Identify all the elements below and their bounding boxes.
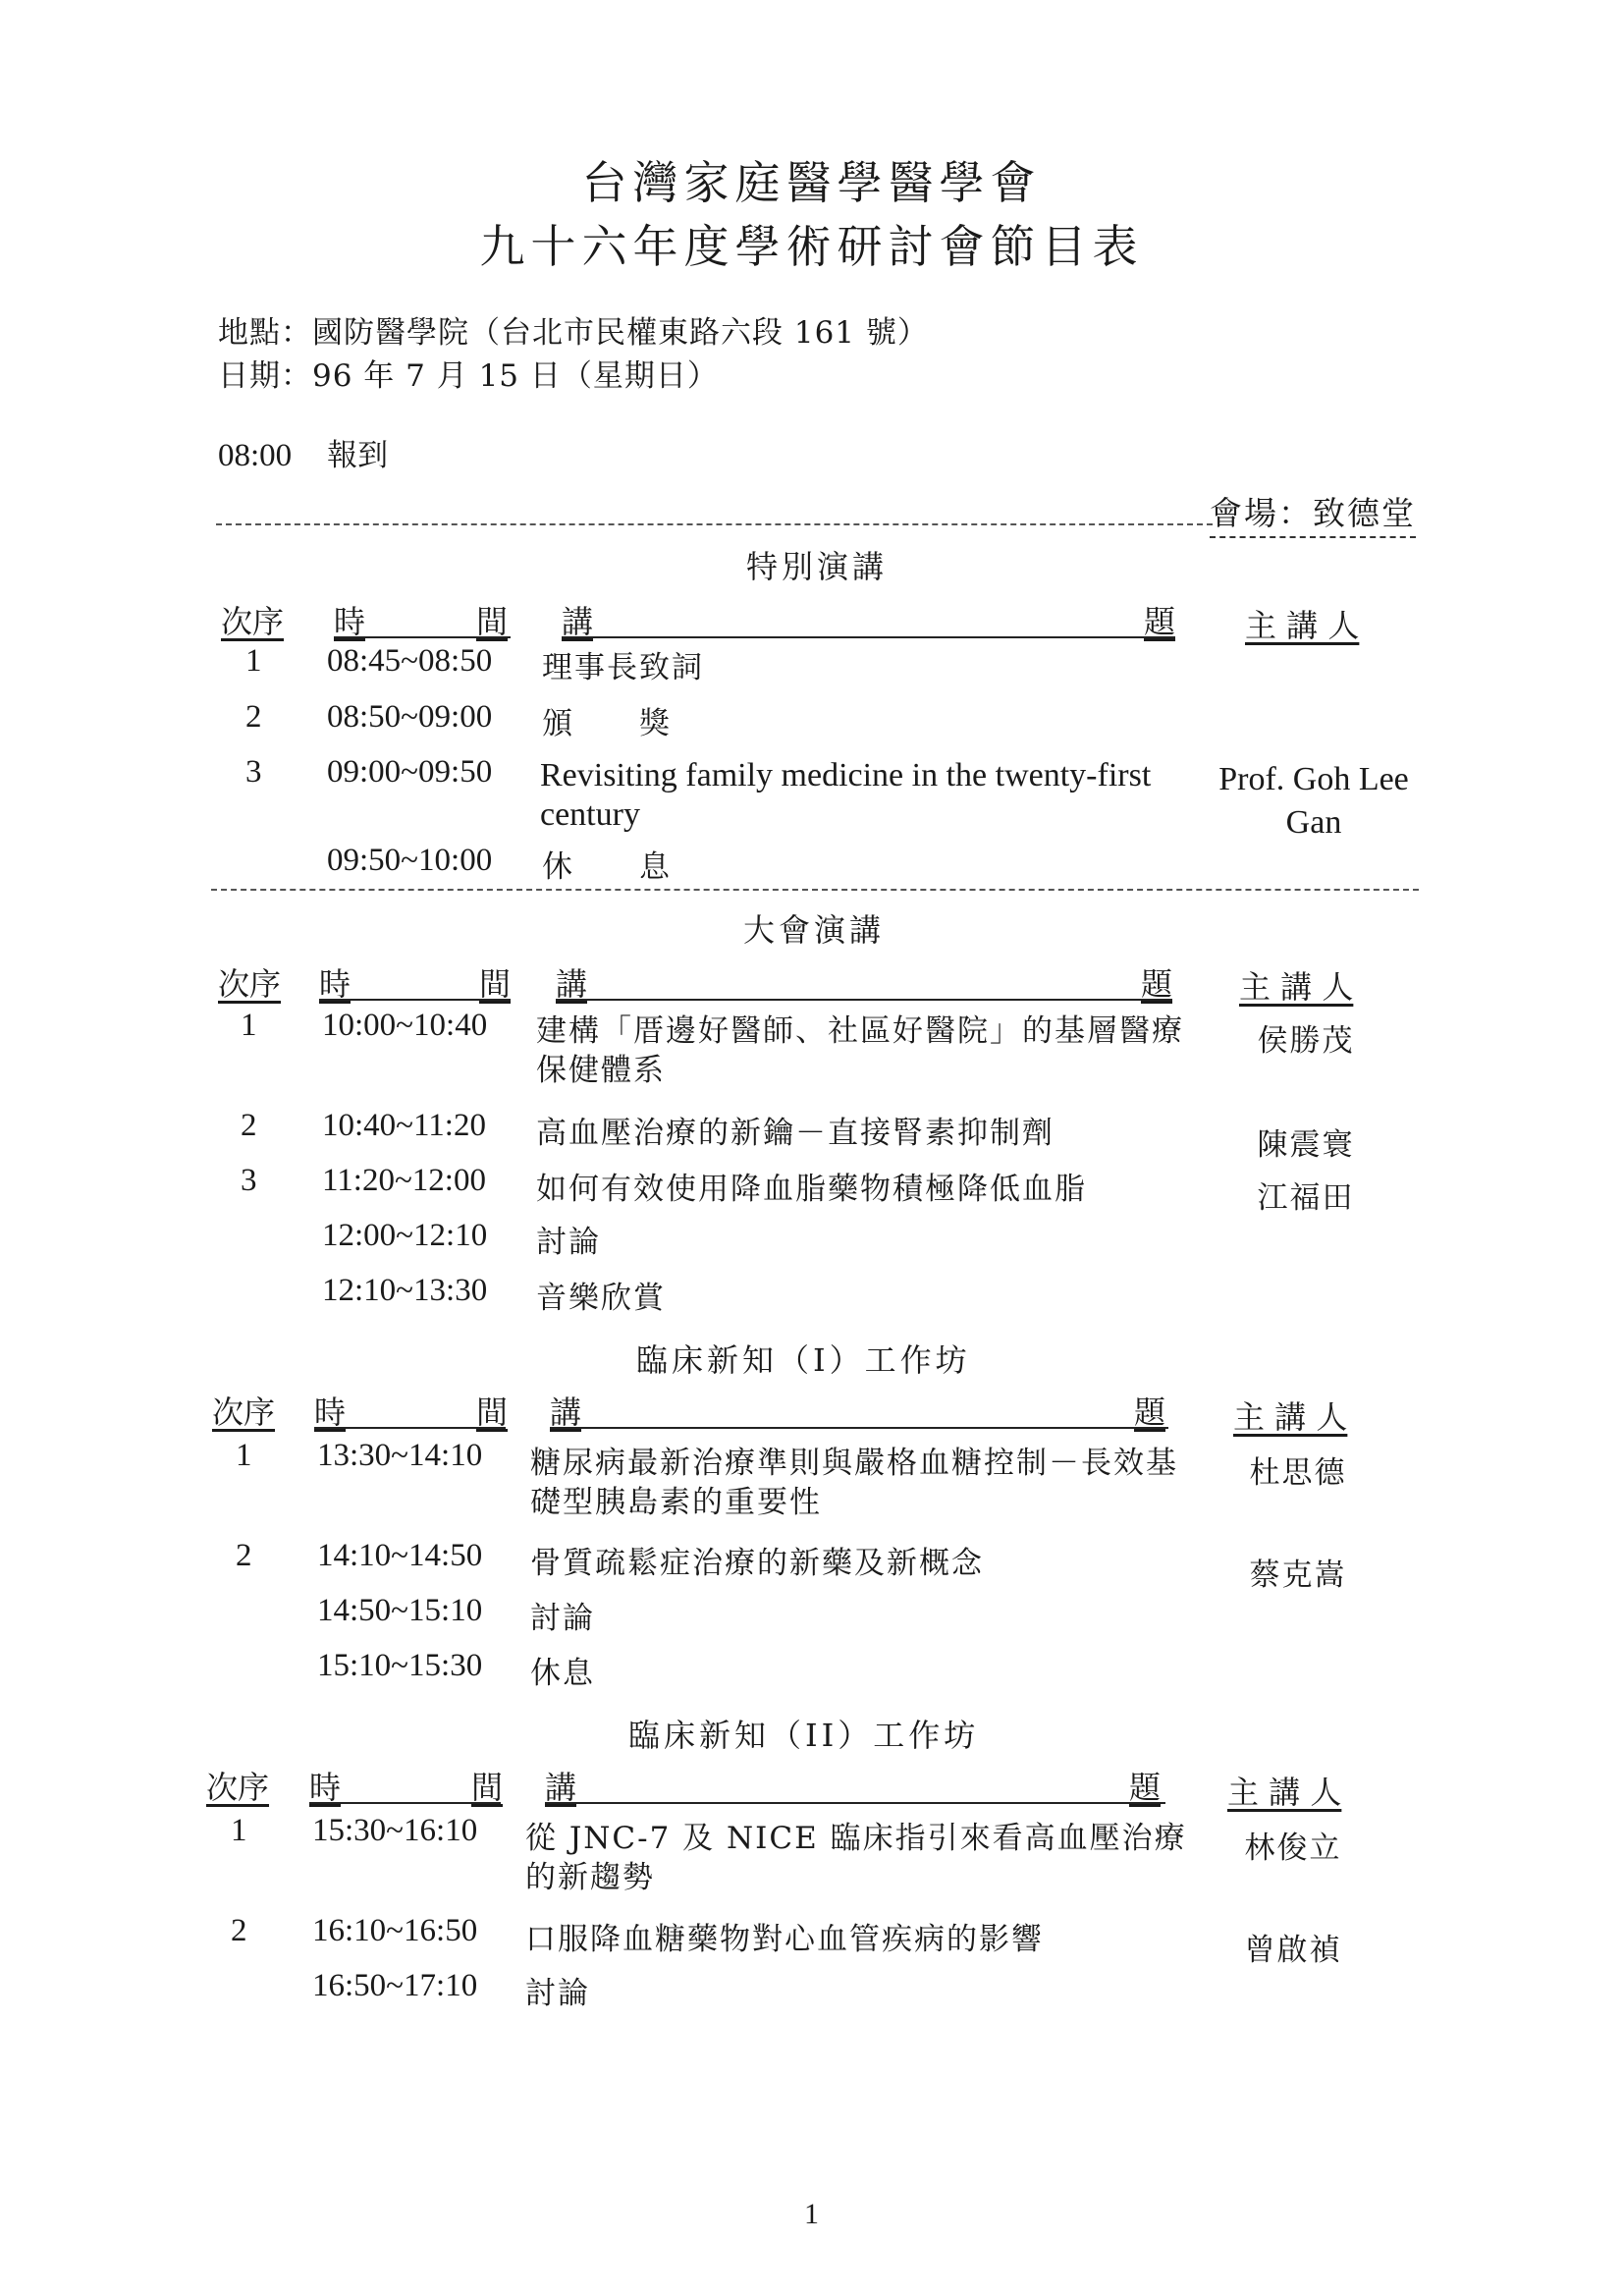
row-topic: 討論	[530, 1601, 595, 1636]
header-underline	[334, 636, 511, 638]
col-header-num: 次序	[218, 965, 282, 1003]
row-num: 2	[245, 699, 262, 735]
col-header-topic-a: 講	[545, 1769, 577, 1806]
location-text: 地點：國防醫學院（台北市民權東路六段 161 號）	[218, 315, 929, 351]
row-time: 15:30~16:10	[312, 1813, 478, 1848]
row-topic: 從 JNC-7 及 NICE 臨床指引來看高血壓治療的新趨勢	[525, 1821, 1187, 1895]
col-header-topic-b: 題	[1141, 965, 1173, 1003]
row-time: 10:40~11:20	[322, 1108, 486, 1143]
col-header-speaker: 主 講 人	[1233, 1398, 1348, 1436]
row-time: 16:50~17:10	[312, 1968, 478, 2003]
row-topic: 討論	[536, 1225, 601, 1260]
col-header-speaker: 主 講 人	[1239, 968, 1354, 1006]
col-header-time-a: 時	[309, 1769, 342, 1806]
section-title: 臨床新知（I）工作坊	[636, 1341, 971, 1379]
row-speaker: Prof. Goh Lee Gan	[1218, 761, 1409, 841]
row-time: 13:30~14:10	[317, 1438, 483, 1473]
row-topic: 糖尿病最新治療準則與嚴格血糖控制－長效基礎型胰島素的重要性	[530, 1446, 1178, 1520]
row-num: 2	[231, 1913, 247, 1948]
venue-text: 會場：致德堂	[1210, 488, 1416, 538]
row-topic: Revisiting family medicine in the twenty-first century	[540, 757, 1152, 833]
checkin-label: 報到	[327, 438, 389, 473]
row-speaker: 林俊立	[1244, 1831, 1342, 1866]
header-underline	[550, 1427, 1168, 1429]
row-speaker: 江福田	[1257, 1180, 1355, 1216]
row-num: 2	[236, 1538, 252, 1573]
row-topic: 休息	[530, 1656, 595, 1691]
row-topic: 理事長致詞	[542, 650, 704, 685]
divider	[216, 523, 1213, 525]
section-title: 特別演講	[746, 548, 889, 585]
row-topic: 骨質疏鬆症治療的新藥及新概念	[530, 1546, 984, 1581]
row-speaker: 杜思德	[1249, 1455, 1347, 1491]
row-num: 2	[241, 1108, 257, 1143]
row-time: 14:10~14:50	[317, 1538, 483, 1573]
row-topic: 休 息	[542, 849, 672, 885]
header-underline	[556, 999, 1172, 1001]
row-num: 1	[241, 1008, 257, 1043]
row-time: 11:20~12:00	[322, 1163, 486, 1198]
row-topic: 討論	[525, 1976, 590, 2011]
header-underline	[314, 1427, 506, 1429]
row-time: 08:45~08:50	[327, 643, 493, 679]
title-line-2: 九十六年度學術研討會節目表	[479, 220, 1144, 273]
row-time: 12:00~12:10	[322, 1218, 488, 1253]
row-time: 14:50~15:10	[317, 1593, 483, 1628]
row-time: 16:10~16:50	[312, 1913, 478, 1948]
row-speaker: 曾啟禎	[1244, 1933, 1342, 1968]
col-header-time-a: 時	[319, 965, 352, 1003]
col-header-topic-a: 講	[550, 1394, 582, 1431]
row-time: 15:10~15:30	[317, 1648, 483, 1683]
row-speaker: 侯勝茂	[1257, 1023, 1355, 1059]
section-title: 大會演講	[743, 911, 886, 949]
row-topic: 口服降血糖藥物對心血管疾病的影響	[525, 1922, 1044, 1957]
header-underline	[545, 1802, 1165, 1804]
col-header-topic-a: 講	[562, 603, 594, 640]
row-topic: 高血壓治療的新鑰－直接腎素抑制劑	[536, 1116, 1055, 1151]
row-num: 1	[236, 1438, 252, 1473]
page-number: 1	[804, 2198, 819, 2230]
row-num: 1	[245, 643, 262, 679]
section-title: 臨床新知（II）工作坊	[628, 1717, 980, 1754]
col-header-num: 次序	[221, 603, 285, 640]
col-header-speaker: 主 講 人	[1245, 607, 1360, 644]
col-header-topic-b: 題	[1129, 1769, 1162, 1806]
col-header-time-a: 時	[334, 603, 366, 640]
row-time: 12:10~13:30	[322, 1273, 488, 1308]
row-num: 3	[241, 1163, 257, 1198]
row-topic: 頒 獎	[542, 706, 672, 741]
checkin-time: 08:00	[218, 438, 293, 473]
divider	[211, 889, 1419, 891]
row-time: 09:50~10:00	[327, 843, 493, 878]
title-line-1: 台灣家庭醫學醫學會	[581, 156, 1042, 209]
row-topic: 如何有效使用降血脂藥物積極降低血脂	[536, 1172, 1087, 1207]
col-header-num: 次序	[206, 1769, 270, 1806]
row-speaker: 陳震寰	[1257, 1127, 1355, 1163]
col-header-topic-a: 講	[556, 965, 588, 1003]
col-header-time-b: 間	[476, 1394, 509, 1431]
row-time: 09:00~09:50	[327, 754, 493, 790]
row-time: 10:00~10:40	[322, 1008, 488, 1043]
col-header-time-b: 間	[471, 1769, 504, 1806]
row-topic: 建構「厝邊好醫師、社區好醫院」的基層醫療保健體系	[536, 1013, 1184, 1088]
header-underline	[319, 999, 511, 1001]
date-text: 日期：96 年 7 月 15 日（星期日）	[218, 358, 719, 394]
row-num: 1	[231, 1813, 247, 1848]
col-header-num: 次序	[212, 1394, 276, 1431]
row-topic: 音樂欣賞	[536, 1281, 666, 1316]
header-underline	[562, 636, 1175, 638]
col-header-topic-b: 題	[1144, 603, 1176, 640]
col-header-speaker: 主 講 人	[1227, 1774, 1342, 1811]
col-header-time-a: 時	[314, 1394, 347, 1431]
col-header-topic-b: 題	[1134, 1394, 1166, 1431]
header-underline	[309, 1802, 501, 1804]
row-speaker: 蔡克嵩	[1249, 1558, 1347, 1593]
col-header-time-b: 間	[479, 965, 512, 1003]
row-num: 3	[245, 754, 262, 790]
checkin-row	[218, 430, 388, 474]
col-header-time-b: 間	[476, 603, 509, 640]
row-time: 08:50~09:00	[327, 699, 493, 735]
